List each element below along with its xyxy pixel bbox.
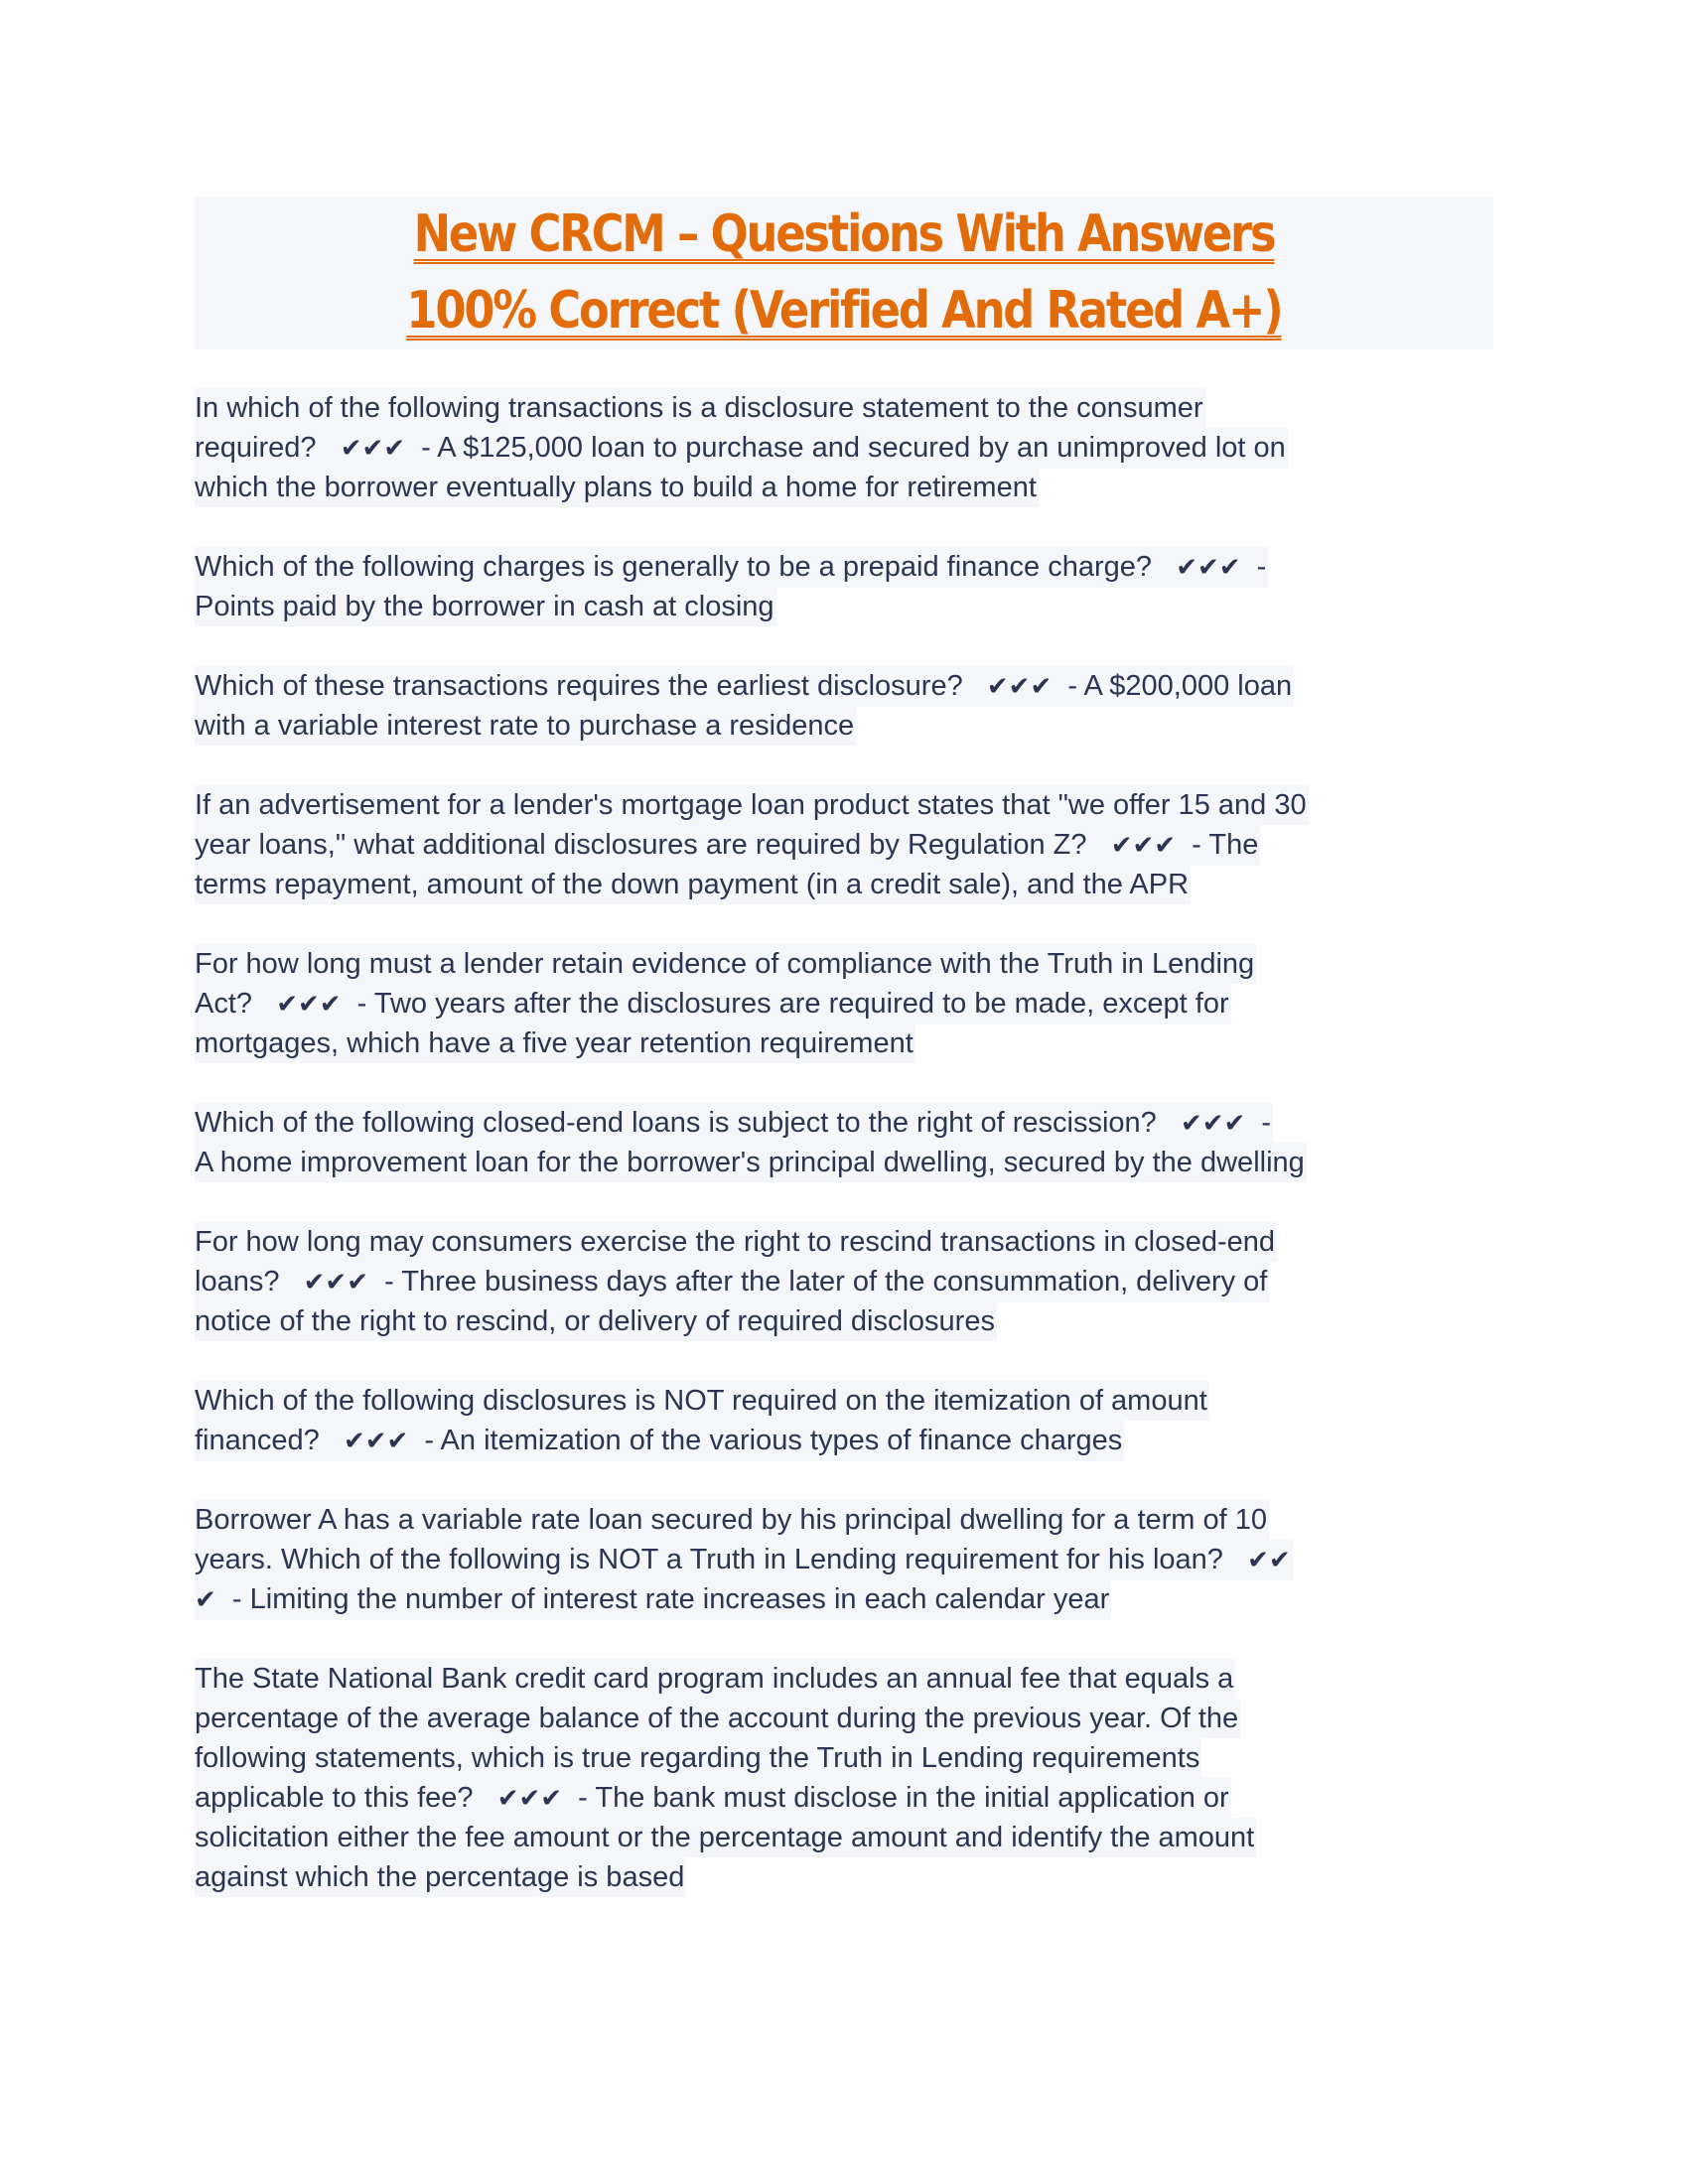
qa-list bbox=[195, 388, 1505, 1937]
checkmark-icon: ✔✔ bbox=[1247, 1546, 1291, 1575]
qa-line: For how long must a lender retain evidence of compliance with the Truth in Lending bbox=[195, 944, 1256, 984]
qa-line: following statements, which is true regarding the Truth in Lending requirements bbox=[195, 1738, 1201, 1778]
checkmark-icon: ✔ bbox=[195, 1585, 216, 1615]
qa-line: ✔ - Limiting the number of interest rate increases in each calendar year bbox=[195, 1579, 1111, 1620]
qa-line: solicitation either the fee amount or the percentage amount and identify the amount bbox=[195, 1818, 1256, 1857]
qa-line: with a variable interest rate to purchase a residence bbox=[195, 706, 856, 746]
checkmark-icon: ✔✔✔ bbox=[276, 990, 342, 1020]
qa-line: Borrower A has a variable rate loan secured by his principal dwelling for a term of 10 bbox=[195, 1500, 1269, 1540]
document-title bbox=[195, 197, 1493, 349]
qa-line: In which of the following transactions is a disclosure statement to the consumer bbox=[195, 388, 1205, 428]
qa-item-6 bbox=[195, 1103, 1505, 1182]
qa-line: Which of the following closed-end loans is subject to the right of rescission? ✔✔✔ - bbox=[195, 1103, 1273, 1144]
qa-line: loans? ✔✔✔ - Three business days after the later of the consummation, delivery of bbox=[195, 1262, 1269, 1302]
qa-line: notice of the right to rescind, or delivery of required disclosures bbox=[195, 1301, 997, 1341]
qa-item-10 bbox=[195, 1659, 1505, 1897]
qa-item-1 bbox=[195, 388, 1505, 507]
qa-item-3 bbox=[195, 666, 1505, 746]
title-line-2: 100% Correct (Verified And Rated A+) bbox=[406, 281, 1282, 341]
qa-line: Act? ✔✔✔ - Two years after the disclosures are required to be made, except for bbox=[195, 984, 1231, 1024]
checkmark-icon: ✔✔✔ bbox=[303, 1268, 368, 1297]
qa-line: If an advertisement for a lender's mortgage loan product states that "we offer 15 and 30 bbox=[195, 785, 1309, 825]
qa-line: percentage of the average balance of the account during the previous year. Of the bbox=[195, 1699, 1240, 1738]
qa-line: Which of the following disclosures is NOT required on the itemization of amount bbox=[195, 1381, 1209, 1421]
checkmark-icon: ✔✔✔ bbox=[340, 434, 406, 464]
qa-line: against which the percentage is based bbox=[195, 1857, 686, 1897]
checkmark-icon: ✔✔✔ bbox=[1110, 831, 1177, 861]
qa-line: years. Which of the following is NOT a Truth in Lending requirement for his loan? ✔✔ bbox=[195, 1540, 1293, 1580]
qa-item-2 bbox=[195, 547, 1505, 626]
qa-item-9 bbox=[195, 1500, 1505, 1619]
checkmark-icon: ✔✔✔ bbox=[496, 1784, 563, 1814]
qa-line: which the borrower eventually plans to build a home for retirement bbox=[195, 468, 1039, 507]
qa-line: applicable to this fee? ✔✔✔ - The bank must disclose in the initial application or bbox=[195, 1778, 1231, 1819]
title-line-1: New CRCM – Questions With Answers bbox=[413, 205, 1275, 264]
qa-line: A home improvement loan for the borrower's principal dwelling, secured by the dwelling bbox=[195, 1143, 1307, 1182]
checkmark-icon: ✔✔✔ bbox=[986, 672, 1053, 702]
qa-line: required? ✔✔✔ - A $125,000 loan to purchase and secured by an unimproved lot on bbox=[195, 428, 1288, 469]
checkmark-icon: ✔✔✔ bbox=[343, 1427, 409, 1456]
qa-line: Points paid by the borrower in cash at closing bbox=[195, 587, 776, 626]
checkmark-icon: ✔✔✔ bbox=[1176, 553, 1241, 583]
qa-item-8 bbox=[195, 1381, 1505, 1460]
qa-line: terms repayment, amount of the down payment (in a credit sale), and the APR bbox=[195, 865, 1191, 904]
qa-line: Which of these transactions requires the earliest disclosure? ✔✔✔ - A $200,000 loan bbox=[195, 666, 1294, 707]
qa-line: financed? ✔✔✔ - An itemization of the various types of finance charges bbox=[195, 1421, 1124, 1461]
qa-line: The State National Bank credit card program includes an annual fee that equals a bbox=[195, 1659, 1235, 1699]
qa-line: year loans," what additional disclosures are required by Regulation Z? ✔✔✔ - The bbox=[195, 825, 1260, 866]
qa-item-4 bbox=[195, 785, 1505, 904]
qa-line: mortgages, which have a five year retention requirement bbox=[195, 1024, 915, 1063]
checkmark-icon: ✔✔✔ bbox=[1180, 1109, 1246, 1139]
qa-item-7 bbox=[195, 1222, 1505, 1341]
qa-line: For how long may consumers exercise the right to rescind transactions in closed-end bbox=[195, 1222, 1277, 1262]
qa-item-5 bbox=[195, 944, 1505, 1063]
qa-line: Which of the following charges is generally to be a prepaid finance charge? ✔✔✔ - bbox=[195, 547, 1268, 588]
